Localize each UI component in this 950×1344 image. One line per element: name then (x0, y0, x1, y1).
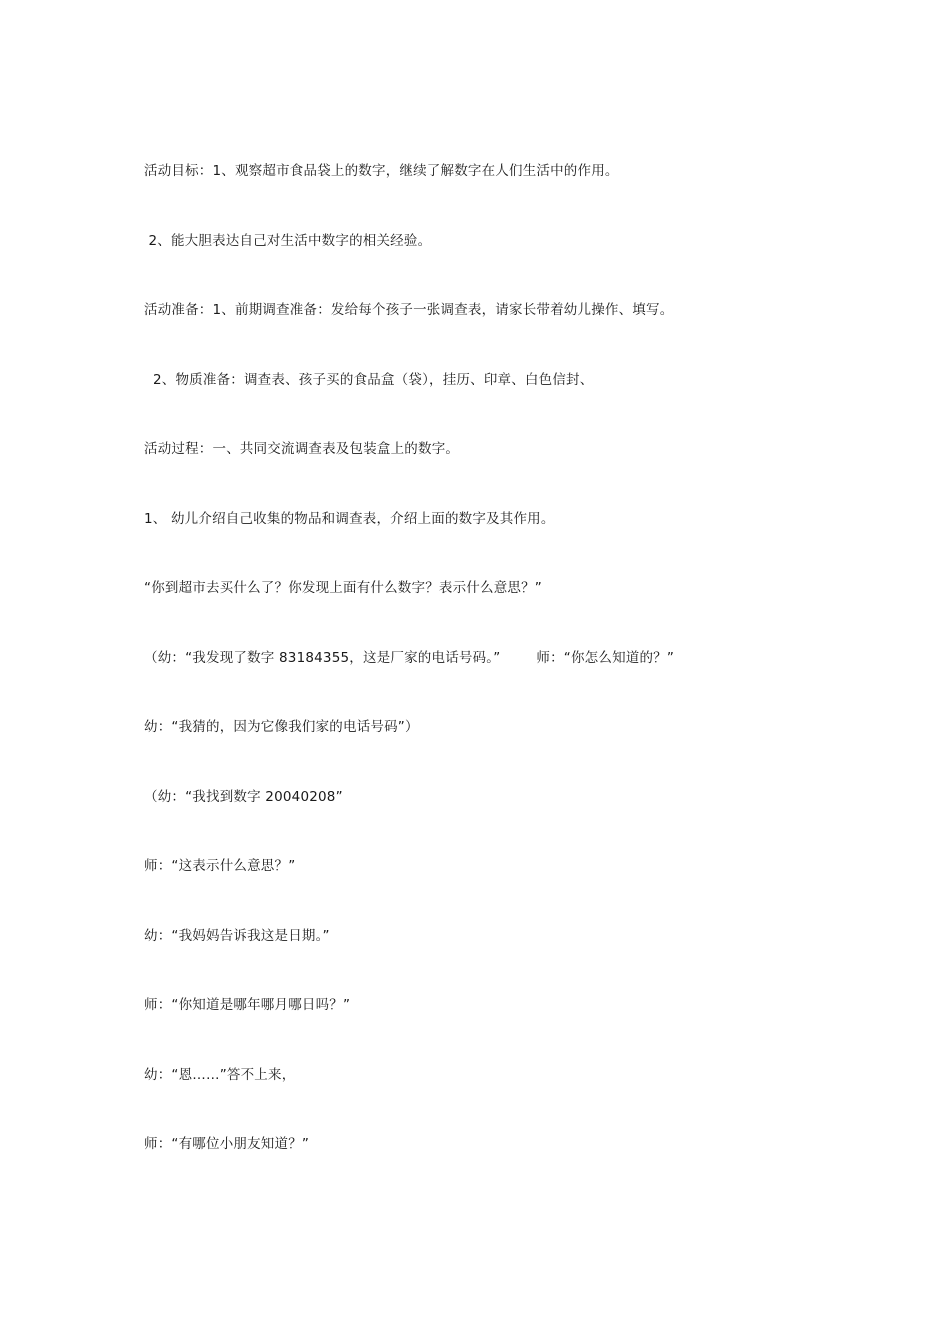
dialogue-line: 幼：“我妈妈告诉我这是日期。” (144, 928, 330, 944)
activity-prep-line-1: 活动准备：1、前期调查准备：发给每个孩子一张调查表，请家长带着幼儿操作、填写。 (144, 302, 674, 318)
dialogue-line: 幼：“恩……”答不上来， (144, 1067, 296, 1083)
activity-goal-line-2: 2、能大胆表达自己对生活中数字的相关经验。 (144, 233, 432, 249)
dialogue-line: 幼：“我猜的，因为它像我们家的电话号码”） (144, 719, 419, 735)
activity-prep-line-2: 2、物质准备：调查表、孩子买的食品盒（袋），挂历、印章、白色信封、 (144, 372, 594, 388)
dialogue-line: 师：“你知道是哪年哪月哪日吗？” (144, 997, 351, 1013)
dialogue-line: 师：“有哪位小朋友知道？” (144, 1136, 310, 1152)
activity-process-heading: 活动过程：一、共同交流调查表及包装盒上的数字。 (144, 441, 460, 457)
dialogue-line: （幼：“我发现了数字 83184355，这是厂家的电话号码。” 师：“你怎么知道的？” (144, 650, 675, 666)
activity-goal-line-1: 活动目标：1、观察超市食品袋上的数字，继续了解数字在人们生活中的作用。 (144, 163, 619, 179)
dialogue-line: “你到超市去买什么了？你发现上面有什么数字？表示什么意思？” (144, 580, 542, 596)
process-step-1: 1、 幼儿介绍自己收集的物品和调查表，介绍上面的数字及其作用。 (144, 511, 555, 527)
dialogue-line: （幼：“我找到数字 20040208” (144, 789, 343, 805)
dialogue-line: 师：“这表示什么意思？” (144, 858, 296, 874)
